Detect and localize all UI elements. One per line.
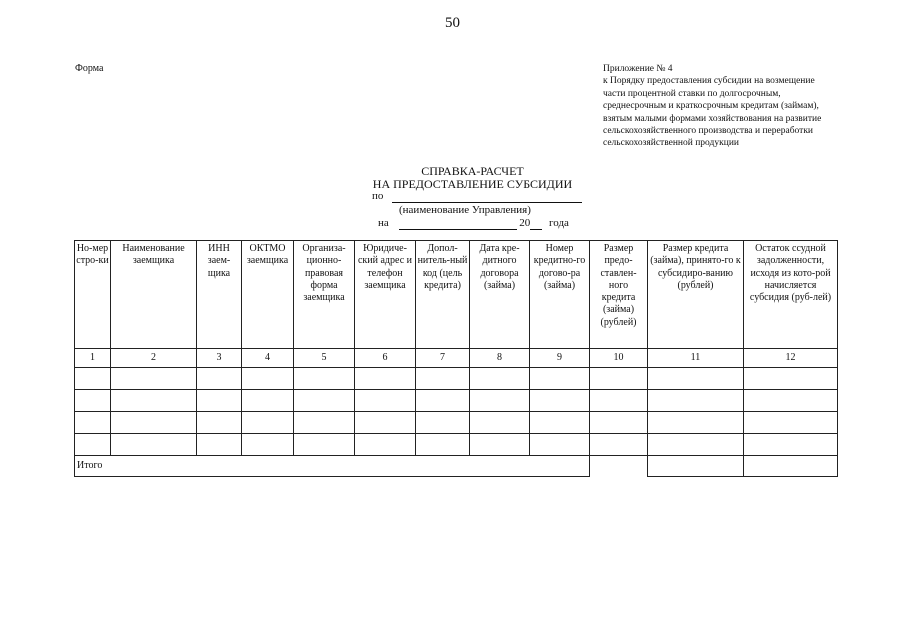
table-row [75,390,838,412]
header-cell: Размер кредита (займа), принято-го к субсидиро-ванию (рублей) [648,241,744,349]
table-cell[interactable] [242,390,294,412]
document-title: СПРАВКА-РАСЧЕТ [421,164,524,178]
header-cell: Юридиче-ский адрес и телефон заемщика [355,241,416,349]
page-number: 50 [445,15,460,31]
table-cell[interactable] [111,368,197,390]
column-number: 9 [530,349,590,368]
total-label: Итого [75,456,590,477]
table-cell[interactable] [590,390,648,412]
column-number: 8 [470,349,530,368]
subsidy-table [74,240,838,477]
table-cell[interactable] [648,390,744,412]
column-number: 6 [355,349,416,368]
table-row [75,368,838,390]
table-cell[interactable] [470,368,530,390]
table-cell[interactable] [416,412,470,434]
header-cell: ОКТМО заемщика [242,241,294,349]
year-prefix: 20 [519,217,531,229]
table-cell[interactable] [197,390,242,412]
table-cell[interactable] [294,434,355,456]
header-cell: Дата кре-дитного договора (займа) [470,241,530,349]
column-number: 7 [416,349,470,368]
table-cell[interactable] [470,434,530,456]
date-line [378,217,569,230]
table-cell[interactable] [470,390,530,412]
date-blank [399,217,517,230]
appendix-line: части процентной ставки по долгосрочным, [603,88,781,99]
table-cell[interactable] [75,368,111,390]
header-cell: Наименование заемщика [111,241,197,349]
table-cell[interactable] [355,368,416,390]
column-number: 10 [590,349,648,368]
header-cell: Размер предо-ставлен-ного кредита (займа) (рублей) [590,241,648,349]
header-cell: ИНН заем-щика [197,241,242,349]
table-cell[interactable] [197,434,242,456]
appendix-line: к Порядку предоставления субсидии на возмещение [603,76,815,87]
appendix-line: Приложение № 4 [603,64,673,74]
column-number: 2 [111,349,197,368]
table-cell[interactable] [416,390,470,412]
year-suffix: года [549,217,569,229]
table-cell[interactable] [648,368,744,390]
table-cell[interactable] [530,434,590,456]
table-cell[interactable] [75,390,111,412]
header-cell: Номер кредитно-го догово-ра (займа) [530,241,590,349]
po-label: по [372,190,384,202]
table-cell[interactable] [416,434,470,456]
total-row [75,456,838,477]
table-cell[interactable] [111,390,197,412]
table-cell[interactable] [355,390,416,412]
header-cell: Остаток ссудной задолженности, исходя из кото-рой начисляется субсидия (руб-лей) [744,241,838,349]
appendix-block [603,63,863,150]
table-cell[interactable] [242,368,294,390]
table-cell[interactable] [590,412,648,434]
year-blank [530,217,542,230]
table-cell[interactable] [744,412,838,434]
table-cell[interactable] [294,368,355,390]
table-cell[interactable] [590,368,648,390]
na-label: на [378,217,389,229]
column-number: 4 [242,349,294,368]
table-cell[interactable] [355,412,416,434]
form-label: Форма [75,63,104,74]
table-cell[interactable] [744,368,838,390]
total-gap [590,456,648,477]
table-cell[interactable] [648,412,744,434]
table-cell[interactable] [197,412,242,434]
column-number: 5 [294,349,355,368]
appendix-line: среднесрочным и краткосрочным кредитам (займам), [603,101,819,112]
table-cell[interactable] [75,412,111,434]
table-cell[interactable] [744,434,838,456]
table-cell[interactable] [294,390,355,412]
table-cell[interactable] [530,390,590,412]
department-hint: (наименование Управления) [399,204,531,216]
table-cell[interactable] [744,390,838,412]
table-row [75,434,838,456]
column-number: 12 [744,349,838,368]
table-cell[interactable] [294,412,355,434]
appendix-line: сельскохозяйственного производства и переработки [603,126,814,137]
table-cell[interactable] [590,434,648,456]
document-subtitle: НА ПРЕДОСТАВЛЕНИЕ СУБСИДИИ [372,177,573,191]
column-number-row [75,349,838,368]
table-cell[interactable] [530,368,590,390]
table-cell[interactable] [470,412,530,434]
column-number: 11 [648,349,744,368]
appendix-line: взятым малыми формами хозяйствования на развитие [603,113,822,124]
department-line [372,190,582,203]
total-cell[interactable] [744,456,838,477]
table-cell[interactable] [111,412,197,434]
header-cell: Организа-ционно-правовая форма заемщика [294,241,355,349]
header-cell: Допол-нитель-ный код (цель кредита) [416,241,470,349]
table-cell[interactable] [648,434,744,456]
table-cell[interactable] [416,368,470,390]
department-blank [392,190,582,203]
table-cell[interactable] [111,434,197,456]
table-cell[interactable] [242,412,294,434]
appendix-line: сельскохозяйственной продукции [603,138,739,149]
header-row [75,241,838,349]
table-cell[interactable] [530,412,590,434]
table-cell[interactable] [75,434,111,456]
table-cell[interactable] [197,368,242,390]
table-cell[interactable] [242,434,294,456]
total-cell[interactable] [648,456,744,477]
column-number: 3 [197,349,242,368]
header-cell: Но-мер стро-ки [75,241,111,349]
table-cell[interactable] [355,434,416,456]
table-row [75,412,838,434]
column-number: 1 [75,349,111,368]
